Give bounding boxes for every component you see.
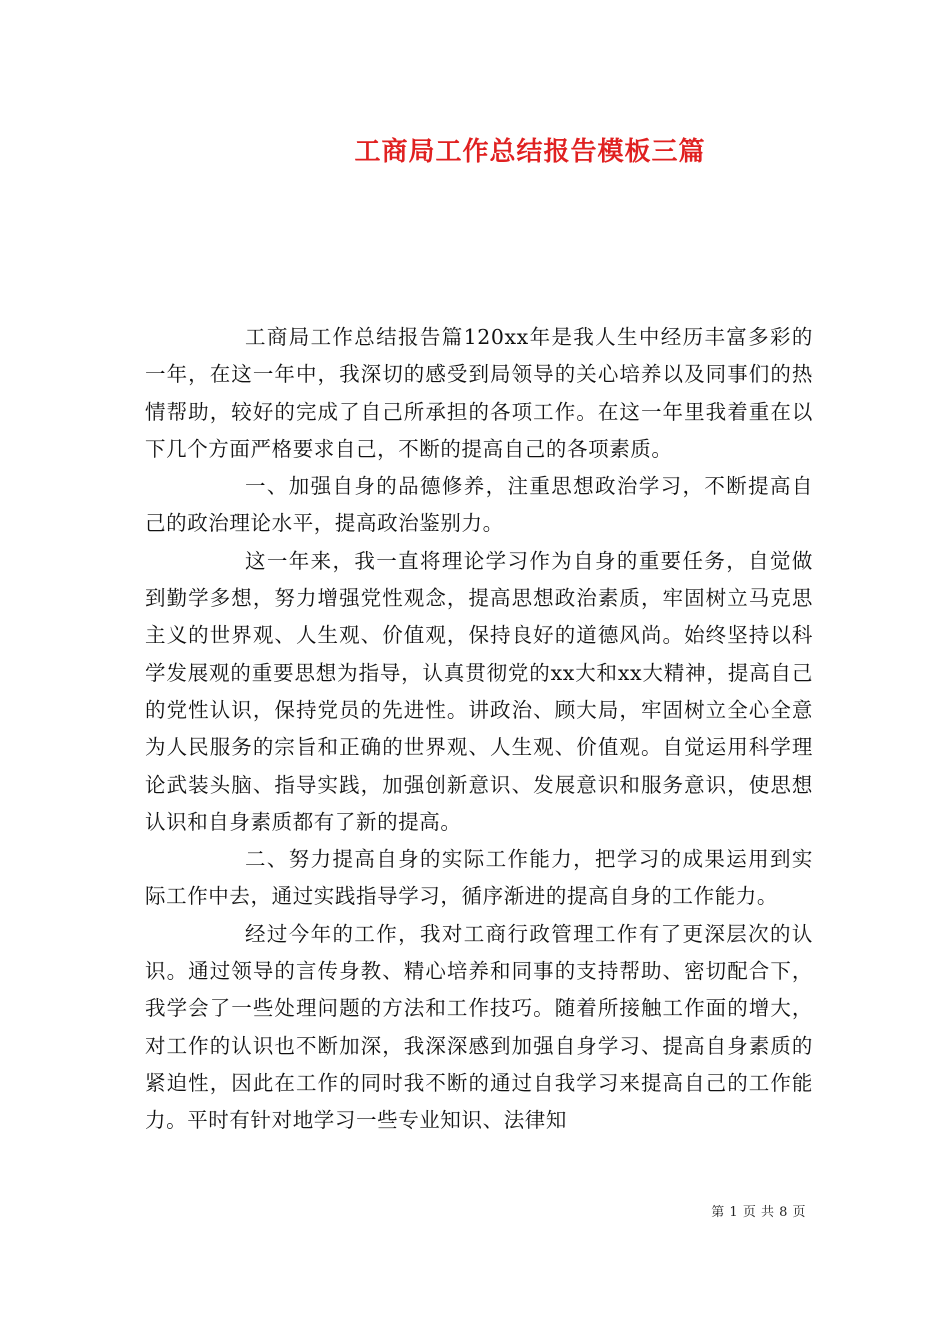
paragraph-section-two-body: 经过今年的工作，我对工商行政管理工作有了更深层次的认识。通过领导的言传身教、精心培养和同事的支持帮助、密切配合下，我学会了一些处理问题的方法和工作技巧。随着所接触工作面的增大，对工作的认识也不断加深，我深深感到加强自身学习、提高自身素质的紧迫性，因此在工作的同时我不断的通过自我学习来提高自己的工作能力。平时有针对地学习一些专业知识、法律知 <box>145 921 813 1133</box>
paragraph-section-one-heading: 一、加强自身的品德修养，注重思想政治学习，不断提高自己的政治理论水平，提高政治鉴别力。 <box>145 474 813 536</box>
page-title: 工商局工作总结报告模板三篇 <box>354 137 706 167</box>
document-body <box>145 319 813 1140</box>
paragraph-intro: 工商局工作总结报告篇120xx年是我人生中经历丰富多彩的一年，在这一年中，我深切的感受到局领导的关心培养以及同事们的热情帮助，较好的完成了自己所承担的各项工作。在这一年里我着重在以下几个方面严格要求自己，不断的提高自己的各项素质。 <box>145 325 813 461</box>
paragraph-section-one-body: 这一年来，我一直将理论学习作为自身的重要任务，自觉做到勤学多想，努力增强党性观念，提高思想政治素质，牢固树立马克思主义的世界观、人生观、价值观，保持良好的道德风尚。始终坚持以科学发展观的重要思想为指导，认真贯彻党的xx大和xx大精神，提高自己的党性认识，保持党员的先进性。讲政治、顾大局，牢固树立全心全意为人民服务的宗旨和正确的世界观、人生观、价值观。自觉运用科学理论武装头脑、指导实践，加强创新意识、发展意识和服务意识，使思想认识和自身素质都有了新的提高。 <box>145 548 813 834</box>
paragraph-section-two-heading: 二、努力提高自身的实际工作能力，把学习的成果运用到实际工作中去，通过实践指导学习，循序渐进的提高自身的工作能力。 <box>145 847 813 909</box>
page-number-footer: 第 1 页 共 8 页 <box>711 1205 806 1220</box>
